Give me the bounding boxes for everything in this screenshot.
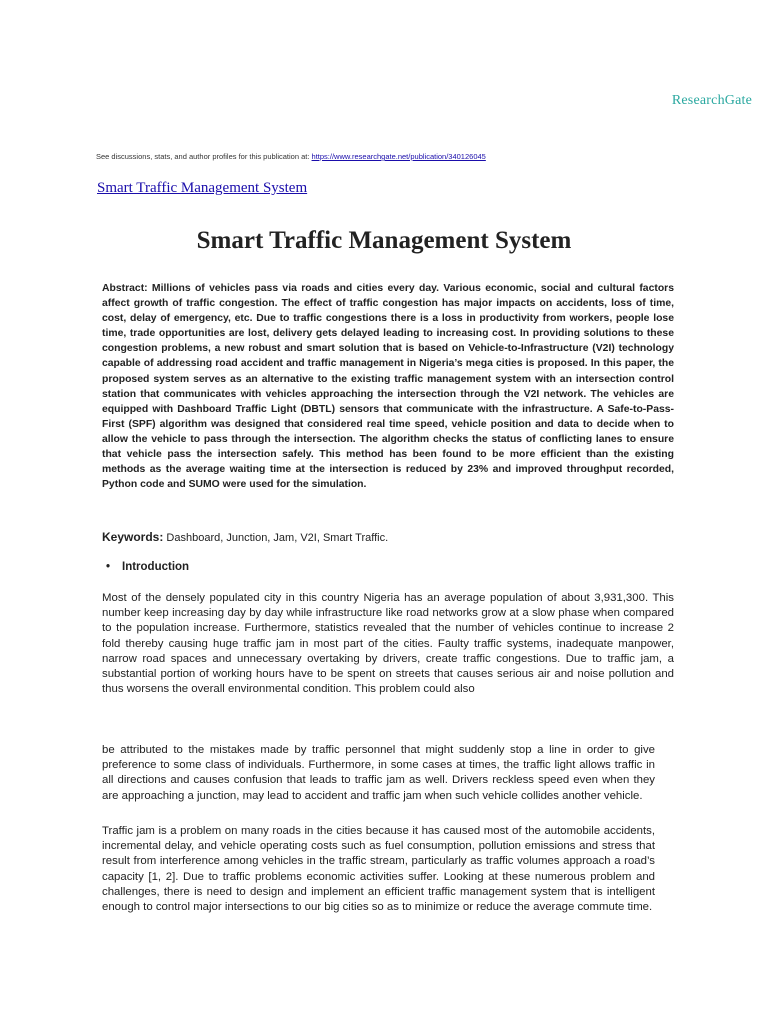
publication-notice — [96, 152, 716, 161]
publication-url-link[interactable]: https://www.researchgate.net/publication/340126045 — [311, 152, 486, 161]
body-paragraph-2: be attributed to the mistakes made by traffic personnel that might suddenly stop a line in order to give preference to some class of individuals. Furthermore, in some cases at times, the traffic light allows traffic in all directions and causes confusion that leads to traffic jam as well. Drivers reckless speed even when they are approaching a junction, may lead to accident and traffic jam when such vehicle collides another vehicle. — [102, 744, 655, 802]
body-paragraph-1: Most of the densely populated city in this country Nigeria has an average population of about 3,931,300. This number keep increasing day by day while infrastructure like road networks grow at a slow phase when compared to the population increase. Furthermore, statistics revealed that the number of vehicles continue to increase 2 fold thereby causing huge traffic jam in most part of the cities. Faulty traffic systems, inadequate manpower, narrow road spaces and unnecessary overtaking by drivers, create traffic congestions. Due to traffic jam, a substantial portion of working hours have to be spent on streets that causes serious air and noise pollution and thus worsens the overall environmental condition. This problem could also — [102, 592, 674, 696]
keywords-label: Keywords: — [102, 530, 164, 544]
keywords — [102, 530, 388, 544]
researchgate-logo[interactable]: ResearchGate — [671, 93, 752, 108]
section-heading-text: Introduction — [122, 561, 190, 573]
paper-title: Smart Traffic Management System — [196, 227, 572, 254]
bullet-icon: • — [106, 561, 111, 573]
publication-title-link[interactable]: Smart Traffic Management System — [97, 180, 308, 196]
keywords-text: Dashboard, Junction, Jam, V2I, Smart Traffic. — [163, 532, 389, 544]
body-paragraph-3: Traffic jam is a problem on many roads in the cities because it has caused most of the automobile accidents, incremental delay, and vehicle operating costs such as fuel consumption, pollution emissions and stress that result from interference among vehicles in the traffic stream, particularly as traffic volumes approach a road’s capacity [1, 2]. Due to traffic problems economic activities suffer. Looking at these numerous problem and challenges, there is need to design and implement an efficient traffic management system that is intelligent enough to control major intersections to our big cities so as to minimize or reduce the average commute time. — [102, 825, 655, 914]
publication-notice-text: See discussions, stats, and author profiles for this publication at: — [96, 152, 312, 161]
abstract: Abstract: Millions of vehicles pass via roads and cities every day. Various economic, social and cultural factors affect growth of traffic congestion. The effect of traffic congestion has major impacts on accidents, loss of time, cost, delay of emergency, etc. Due to traffic congestions there is a loss in productivity from workers, people lose time, trade opportunities are lost, delivery gets delayed leading to increasing cost. In providing solutions to these congestion problems, a new robust and smart solution that is based on Vehicle-to-Infrastructure (V2I) technology capable of addressing road accident and traffic management in Nigeria’s mega cities is proposed. In this paper, the proposed system serves as an alternative to the existing traffic management system with an intersection control station that communicates with vehicles approaching the intersection through the V2I network. The vehicles are equipped with Dashboard Traffic Light (DBTL) sensors that communicate with the infrastructure. A Safe-to-Pass-First (SPF) algorithm was designed that considered real time speed, vehicle position and data to decide when to allow the vehicle to pass through the intersection. The algorithm checks the status of conflicting lanes to ensure that vehicle pass the intersection safely. This method has been found to be more efficient than the existing methods as the average waiting time at the intersection is reduced by 23% and improved throughput recorded, Python code and SUMO were used for the simulation. — [102, 283, 674, 491]
section-heading-introduction — [106, 561, 189, 573]
